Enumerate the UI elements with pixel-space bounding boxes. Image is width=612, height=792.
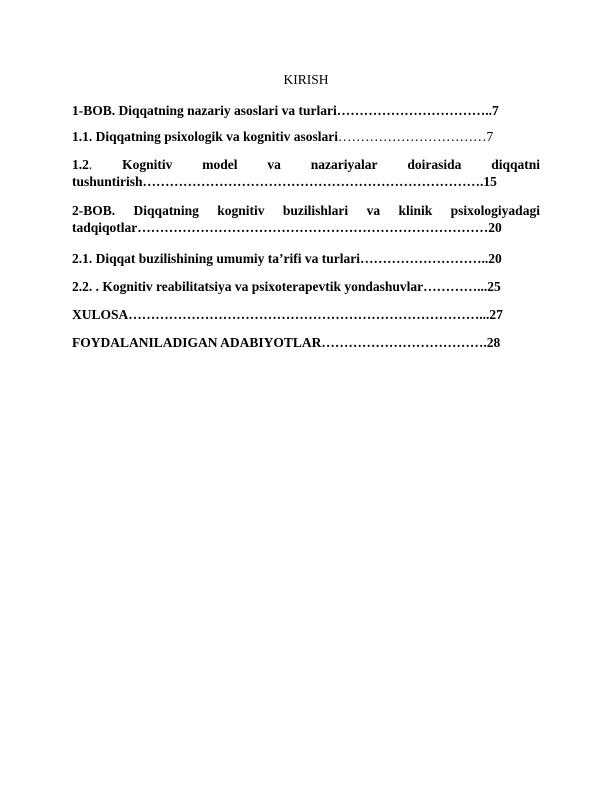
toc-entry-2-2 <box>72 278 540 295</box>
toc-entry-bob-1 <box>72 102 540 119</box>
toc-word: nazariyalar <box>310 157 378 172</box>
toc-leader-dots: …………………………………………………………………. <box>142 174 484 189</box>
toc-entry-line-2 <box>72 173 540 190</box>
toc-leader-dots: …………………………… <box>337 129 487 144</box>
toc-leader-dots: ………………………………. <box>321 335 487 350</box>
toc-word: buzilishlari <box>282 203 349 218</box>
toc-entry-text: 1.1. Diqqatning psixologik va kognitiv asoslari <box>72 129 338 144</box>
toc-word: Kognitiv <box>122 157 173 172</box>
toc-leader-dots: …………………………………………………………………… <box>137 220 489 235</box>
toc-entry-text: 2.1. Diqqat buzilishining umumiy ta’rifi va turlari <box>72 251 361 266</box>
toc-entry-text: XULOSA <box>72 307 129 322</box>
toc-word: 2-BOB. <box>72 203 116 218</box>
toc-entry-1-2 <box>72 156 540 190</box>
toc-entry-bob-2 <box>72 202 540 236</box>
toc-entry-adabiyotlar <box>72 334 540 351</box>
toc-entry-1-1 <box>72 128 540 145</box>
toc-page-number: 27 <box>489 307 503 322</box>
toc-word: diqqatni <box>491 157 540 172</box>
toc-entry-xulosa <box>72 306 540 323</box>
toc-word: klinik <box>398 203 433 218</box>
toc-page-number: 28 <box>486 335 501 350</box>
toc-entry-line-1 <box>72 156 540 173</box>
toc-word: 1.2. <box>72 157 93 172</box>
toc-entry-text: 2.2. . Kognitiv reabilitatsiya va psixoterapevtik yondashuvlar <box>72 279 424 294</box>
toc-entry-text: tushuntirish <box>72 174 143 189</box>
toc-page-number: 15 <box>483 174 497 189</box>
toc-page-number: 7 <box>492 103 499 118</box>
toc-entry-text: tadqiqotlar <box>72 220 138 235</box>
toc-leader-dots: ……………………….. <box>360 251 489 266</box>
toc-leader-dots: …………... <box>423 279 488 294</box>
toc-page-number: 20 <box>488 220 502 235</box>
toc-word: model <box>202 157 238 172</box>
toc-entry-text: FOYDALANILADIGAN ADABIYOTLAR <box>72 335 322 350</box>
toc-entry-line-2 <box>72 219 540 236</box>
toc-page-number: 7 <box>486 129 494 144</box>
toc-page-number: 25 <box>487 279 501 294</box>
page-title: KIRISH <box>283 72 329 87</box>
toc-entry-line-1 <box>72 202 540 219</box>
toc-word: Diqqatning <box>133 203 199 218</box>
toc-entry-2-1 <box>72 250 540 267</box>
toc-leader-dots: ……………………………………………………………………... <box>128 307 490 322</box>
toc-word: va <box>366 203 381 218</box>
toc-word: doirasida <box>407 157 462 172</box>
toc-word: psixologiyadagi <box>450 203 540 218</box>
toc-word: kognitiv <box>217 203 265 218</box>
toc-page-number: 20 <box>488 251 502 266</box>
toc-word: va <box>267 157 281 172</box>
toc-entry-text: 1-BOB. Diqqatning nazariy asoslari va turlari <box>72 103 337 118</box>
toc-leader-dots: …………………………….. <box>336 103 493 118</box>
